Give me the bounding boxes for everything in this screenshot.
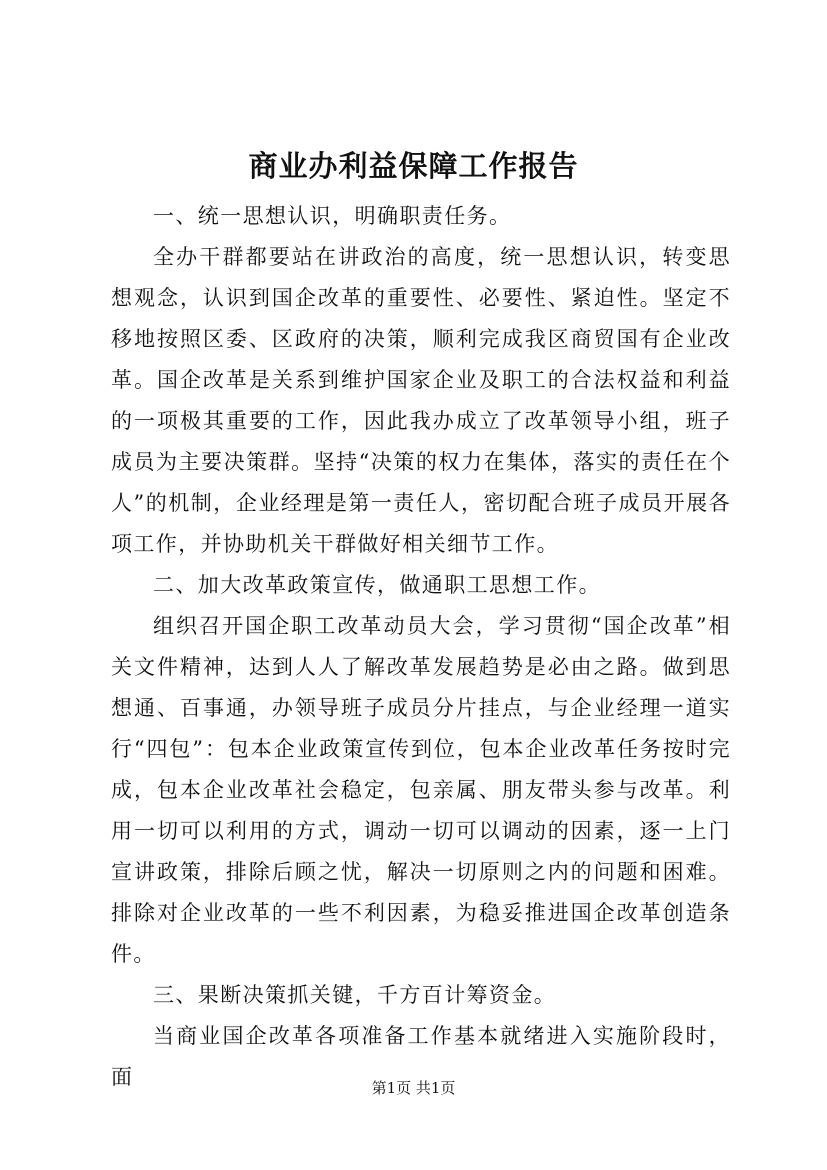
section-heading-2: 二、加大改革政策宣传，做通职工思想工作。 (153, 573, 601, 597)
section-paragraph-3: 当商业国企改革各项准备工作基本就绪进入实施阶段时，面 (111, 1024, 731, 1089)
section-heading-3: 三、果断决策抓关键，千方百计筹资金。 (153, 983, 557, 1007)
page-footer: 第1页 共1页 (371, 1079, 456, 1097)
section-heading-1: 一、统一思想认识，明确职责任务。 (153, 204, 512, 228)
section-paragraph-1: 全办干群都要站在讲政治的高度，统一思想认识，转变思想观念，认识到国企改革的重要性、必要性、紧迫性。坚定不移地按照区委、区政府的决策，顺利完成我区商贸国有企业改革。国企改革是关系到维护国家企业及职工的合法权益和利益的一项极其重要的工作，因此我办成立了改革领导小组，班子成员为主要决策群。坚持“决策的权力在集体，落实的责任在个人”的机制，企业经理是第一责任人，密切配合班子成员开展各项工作，并协助机关干群做好相关细节工作。 (111, 245, 731, 556)
section-paragraph-2: 组织召开国企职工改革动员大会，学习贯彻“国企改革”相关文件精神，达到人人了解改革发展趋势是必由之路。做到思想通、百事通，办领导班子成员分片挂点，与企业经理一道实行“四包”：包本企业政策宣传到位，包本企业改革任务按时完成，包本企业改革社会稳定，包亲属、朋友带头参与改革。利用一切可以利用的方式，调动一切可以调动的因素，逐一上门宣讲政策，排除后顾之忧，解决一切原则之内的问题和困难。排除对企业改革的一些不利因素，为稳妥推进国企改革创造条件。 (111, 614, 731, 966)
document-title: 商业办利益保障工作报告 (248, 149, 579, 183)
document-body (111, 196, 731, 1098)
